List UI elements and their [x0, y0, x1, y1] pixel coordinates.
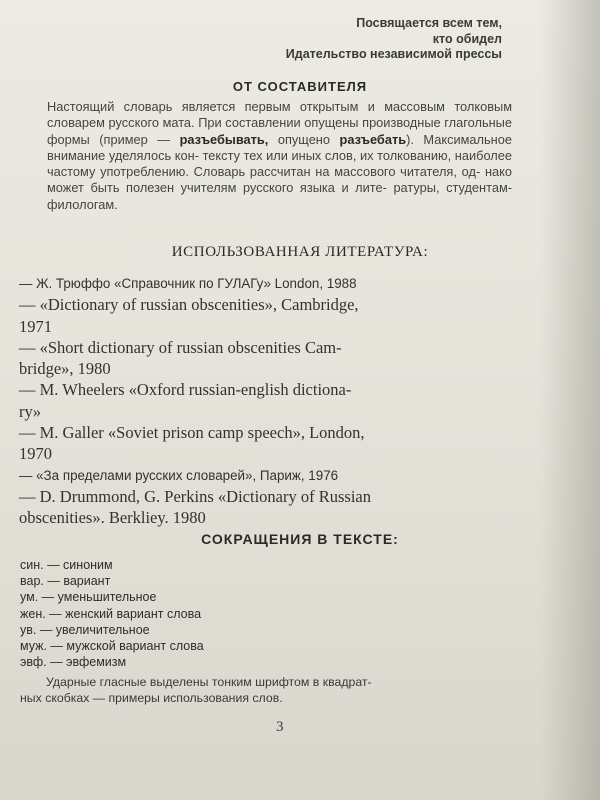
abbreviation-item: ув. — увеличительное [20, 622, 150, 637]
abbreviation-item: син. — синоним [20, 558, 113, 572]
intro-text: толковым словарем русского мата. При составлении опущены [47, 99, 512, 131]
page-number: 3 [276, 719, 284, 735]
literature-line: — M. Galler «Soviet prison camp speech», London, [19, 423, 365, 443]
literature-line: — «За пределами русских словарей», Париж, 1976 [19, 467, 339, 483]
literature-entry [19, 486, 519, 529]
intro-text: тексту тех или иных слов, их толкованию, наиболее частому [47, 147, 512, 180]
dedication-line: кто обидел [432, 31, 502, 46]
literature-entry [19, 337, 519, 380]
literature-line: — Ж. Трюффо «Справочник по ГУЛАГу» London, 1988 [19, 276, 357, 291]
abbreviation-item: вар. — вариант [20, 574, 111, 589]
literature-line: ry» [19, 401, 41, 421]
abbreviation-item: муж. — мужской вариант слова [20, 639, 204, 654]
literature-line: obscenities». Berkliey. 1980 [19, 508, 206, 528]
literature-entry [19, 273, 519, 294]
abbreviations-heading: СОКРАЩЕНИЯ В ТЕКСТЕ: [201, 531, 399, 547]
literature-line: — M. Wheelers «Oxford russian-english dictiona- [19, 380, 352, 400]
abbreviation-item: жен. — женский вариант слова [20, 606, 202, 621]
note-line: Ударные гласные выделены тонким шрифтом в квадрат- [46, 675, 372, 689]
page-shadow [540, 0, 600, 800]
compiler-heading: ОТ СОСТАВИТЕЛЯ [232, 79, 368, 94]
intro-text: Настоящий словарь является первым открытым и массовым [47, 99, 445, 114]
dedication-line: Идательство независимой прессы [285, 47, 502, 61]
stress-note [20, 674, 520, 706]
literature-list [19, 273, 519, 529]
intro-paragraph [47, 99, 512, 213]
abbreviations-list [20, 557, 500, 670]
intro-bold-term: разъебать [339, 131, 407, 147]
dedication [242, 16, 502, 63]
intro-text: нако может быть полезен учителям русского языка и лите- [47, 164, 513, 196]
literature-entry [19, 422, 519, 465]
literature-entry [19, 294, 519, 337]
literature-heading: ИСПОЛЬЗОВАННАЯ ЛИТЕРАТУРА: [171, 244, 429, 260]
literature-line: 1971 [19, 316, 52, 336]
note-line: ных скобках — примеры использования слов. [20, 691, 283, 705]
abbreviation-item: ум. — уменьшительное [20, 590, 157, 605]
intro-text: употреблению. Словарь рассчитан на массового читателя, од- [100, 164, 481, 180]
dedication-line: Посвящается всем тем, [356, 16, 502, 30]
literature-line: — «Dictionary of russian obscenities», Cambridge, [19, 295, 359, 315]
abbreviation-item: эвф. — эвфемизм [20, 655, 127, 670]
literature-line: — D. Drummond, G. Perkins «Dictionary of Russian [19, 486, 371, 506]
literature-line: bridge», 1980 [19, 359, 111, 379]
intro-text: производные глагольные формы (пример — [47, 115, 512, 147]
literature-line: — «Short dictionary of russian obscenities Cam- [19, 337, 342, 357]
literature-entry [19, 379, 519, 422]
literature-entry [19, 465, 519, 486]
intro-text: опущено [277, 131, 330, 147]
intro-bold-term: разъебывать, [179, 131, 269, 147]
intro-text: ). Максимальное внимание уделялось кон- [47, 131, 512, 163]
intro-text: ратуры, студентам-филологам. [47, 180, 512, 212]
literature-line: 1970 [19, 444, 52, 464]
